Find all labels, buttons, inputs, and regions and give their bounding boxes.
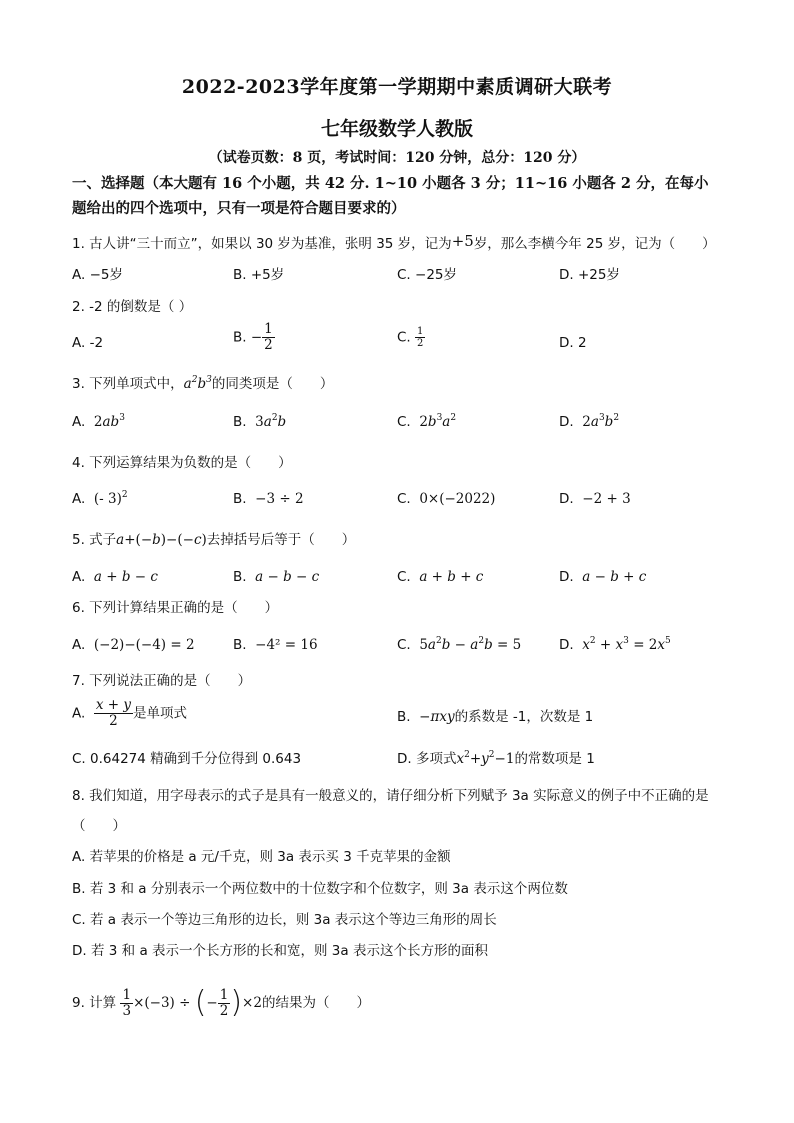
question-7-stem: 7. 下列说法正确的是（ ） <box>72 673 252 689</box>
q4-d-label: D. <box>559 491 574 507</box>
q1-text-pre: 1. 古人讲“三十而立”，如果以 30 岁为基准，张明 35 岁，记为 <box>72 236 452 252</box>
q9-fraction-1-2: $\frac{1}{2}$ <box>219 986 229 1019</box>
q6-a-label: A. <box>72 637 86 653</box>
q6-option-c: C. $5a^2b - a^2b = 5$ <box>397 636 522 653</box>
q2-option-b <box>233 322 275 353</box>
q4-option-a <box>72 488 128 510</box>
q7-b-label: B. <box>397 709 411 725</box>
question-5-stem: 5. 式子a+(−b)−(−c)去掉括号后等于（ ） <box>72 532 356 548</box>
q5-b-label: B. <box>233 569 247 585</box>
q4-option-c <box>397 488 495 510</box>
q5-option-d <box>559 566 646 588</box>
q3-b-label: B. <box>233 414 247 430</box>
q8-option-d: D. 若 3 和 a 表示一个长方形的长和宽，则 3a 表示这个长方形的面积 <box>72 943 488 959</box>
q3-option-d: D. $2a^3b^2$ <box>559 413 620 430</box>
q4-c-label: C. <box>397 491 411 507</box>
q4-a-exponent: 2 <box>121 490 128 500</box>
q2-option-b-fraction <box>262 322 275 353</box>
q5-c-label: C. <box>397 569 411 585</box>
q4-b-label: B. <box>233 491 247 507</box>
q2-option-b-sign: − <box>250 329 263 346</box>
question-2-stem: 2. -2 的倒数是（ ） <box>72 299 193 315</box>
q1-value: +5 <box>451 232 474 250</box>
q5-d-expr: a − b + c <box>582 569 647 585</box>
q6-a-expr: (−2)−(−4) = 2 <box>93 637 195 653</box>
q7-b-expr: −πxy <box>419 709 455 725</box>
q2-c-numerator: 1 <box>417 326 424 337</box>
q1-option-b: B. +5岁 <box>233 267 285 283</box>
question-8-stem-line1: 8. 我们知道，用字母表示的式子是具有一般意义的，请仔细分析下列赋予 3a 实际意义的例子中不正确的是 <box>72 788 709 804</box>
q7-b-text: 的系数是 -1，次数是 1 <box>454 709 594 725</box>
q4-b-expr: −3 ÷ 2 <box>255 491 304 507</box>
q2-b-denominator: 2 <box>264 337 273 353</box>
q5-text-pre: 5. 式子 <box>72 532 117 548</box>
q7-option-d: D. 多项式$x^2+y^2-1$的常数项是 1 <box>397 750 595 767</box>
q4-a-expr: (- 3) <box>93 491 122 507</box>
q5-c-expr: a + b + c <box>419 569 484 585</box>
q6-option-a <box>72 634 195 656</box>
q7-option-a <box>72 698 187 729</box>
q9-text-post: 的结果为（ ） <box>261 995 370 1011</box>
question-8-stem-line2: （ ） <box>72 818 126 834</box>
exam-title: 2022-2023学年度第一学期期中素质调研大联考 <box>181 76 613 98</box>
q2-option-c-label: C. <box>397 329 411 346</box>
q7-a-fraction <box>94 698 133 729</box>
q7-a-text: 是单项式 <box>133 705 188 722</box>
q4-d-expr: −2 + 3 <box>582 491 631 507</box>
q4-a-label: A. <box>72 491 86 507</box>
q5-option-b <box>233 566 319 588</box>
q5-text-post: 去掉括号后等于（ ） <box>206 532 356 548</box>
q5-a-expr: a + b − c <box>93 569 158 585</box>
q1-option-d: D. +25岁 <box>559 267 620 283</box>
q6-c-label: C. <box>397 637 411 653</box>
section-heading-line1: 一、选择题（本大题有 16 个小题，共 42 分. 1~10 小题各 3 分；11~16 小题各 2 分，在每小 <box>72 175 709 192</box>
exam-info: （试卷页数：8 页，考试时间：120 分钟，总分：120 分） <box>208 150 586 166</box>
q7-a-label: A. <box>72 705 86 722</box>
q2-option-c <box>397 326 425 349</box>
q2-b-numerator: 1 <box>264 321 273 337</box>
q5-d-label: D. <box>559 569 574 585</box>
q8-option-a: A. 若苹果的价格是 a 元/千克，则 3a 表示买 3 千克苹果的金额 <box>72 849 451 865</box>
q6-option-d: D. $x^2 + x^3 = 2x^5$ <box>559 636 671 653</box>
q2-option-c-fraction <box>415 326 425 349</box>
q3-c-label: C. <box>397 414 411 430</box>
q8-option-b: B. 若 3 和 a 分别表示一个两位数中的十位数字和个位数字，则 3a 表示这个两位数 <box>72 881 568 897</box>
q3-a-label: A. <box>72 414 86 430</box>
q5-option-a <box>72 566 158 588</box>
q3-expression: $a^2b^3$ <box>183 375 212 392</box>
q5-expression: a <box>116 532 125 548</box>
q3-option-c: C. $2b^3a^2$ <box>397 413 457 430</box>
q4-option-b <box>233 488 304 510</box>
q6-option-b <box>233 634 318 656</box>
question-3-stem <box>72 373 734 395</box>
q7-option-b <box>397 706 593 728</box>
q3-text-pre: 3. 下列单项式中， <box>72 376 184 392</box>
q7-d-text-pre: D. 多项式 <box>397 751 457 767</box>
q5-a-label: A. <box>72 569 86 585</box>
q1-option-c: C. −25岁 <box>397 267 457 283</box>
q2-c-denominator: 2 <box>417 338 424 349</box>
q3-text-post: 的同类项是（ ） <box>211 376 334 392</box>
exam-subtitle: 七年级数学人教版 <box>320 118 473 140</box>
q5-option-c <box>397 566 483 588</box>
question-1-stem <box>72 230 734 255</box>
q7-a-denominator: 2 <box>109 713 118 729</box>
q5-b-expr: a − b − c <box>255 569 320 585</box>
q2-option-d: D. 2 <box>559 335 587 351</box>
q2-option-a: A. -2 <box>72 335 104 351</box>
question-9-stem: 9. 计算 $\frac{1}{3}$ ×(−3) ÷ (− $\frac{1}{2}$ )×2的结果为（ ） <box>72 985 370 1020</box>
q2-option-b-label: B. <box>233 329 247 346</box>
section-heading <box>72 171 732 221</box>
q9-text-pre: 9. 计算 <box>72 995 117 1011</box>
q4-option-d <box>559 488 631 510</box>
q7-option-c: C. 0.64274 精确到千分位得到 0.643 <box>72 751 302 767</box>
section-heading-line2: 题给出的四个选项中，只有一项是符合题目要求的） <box>72 200 406 217</box>
q3-d-label: D. <box>559 414 574 430</box>
q8-option-c: C. 若 a 表示一个等边三角形的边长，则 3a 表示这个等边三角形的周长 <box>72 912 497 928</box>
q7-d-text-post: 的常数项是 1 <box>514 751 595 767</box>
q3-option-a: A. $2ab^3$ <box>72 413 125 430</box>
q4-c-expr: 0×(−2022) <box>419 491 496 507</box>
q6-d-label: D. <box>559 637 574 653</box>
q1-text-post: 岁，那么李横今年 25 岁，记为（ ） <box>473 236 716 252</box>
q9-fraction-1-3: $\frac{1}{3}$ <box>122 986 132 1019</box>
q6-b-expr: −4² = 16 <box>255 637 318 653</box>
q1-option-a: A. −5岁 <box>72 267 123 283</box>
question-6-stem: 6. 下列计算结果正确的是（ ） <box>72 600 279 616</box>
q3-option-b: B. $3a^2b$ <box>233 413 287 430</box>
q7-a-numerator: x + y <box>95 697 132 713</box>
question-4-stem: 4. 下列运算结果为负数的是（ ） <box>72 455 292 471</box>
q6-b-label: B. <box>233 637 247 653</box>
